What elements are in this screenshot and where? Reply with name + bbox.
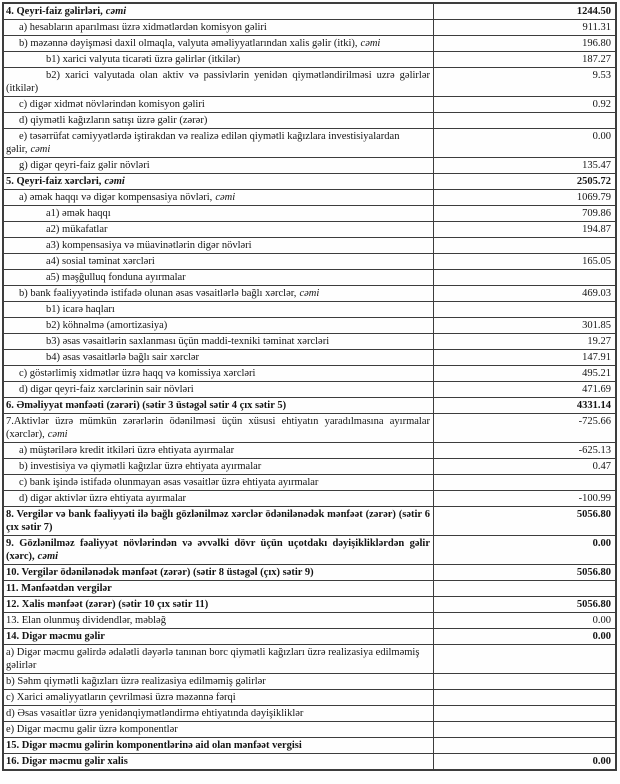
row-value: 471.69 bbox=[434, 382, 617, 398]
row-label bbox=[3, 536, 434, 565]
row-label-text: c) Xarici əməliyyatların çevrilməsi üzrə məzənnə fərqi bbox=[6, 692, 236, 703]
row-label bbox=[3, 565, 434, 581]
row-label-text: e) Digər məcmu gəlir üzrə komponentlər bbox=[6, 724, 178, 735]
table-row bbox=[3, 222, 616, 238]
row-value bbox=[434, 690, 617, 706]
row-label bbox=[3, 722, 434, 738]
row-label-text: a3) kompensasiya və müavinətlərin digər növləri bbox=[46, 240, 252, 251]
table-row bbox=[3, 174, 616, 190]
table-row bbox=[3, 68, 616, 97]
row-label-text: b1) icarə haqları bbox=[46, 304, 115, 315]
row-value: 0.92 bbox=[434, 97, 617, 113]
row-value bbox=[434, 238, 617, 254]
row-label bbox=[3, 97, 434, 113]
table-row bbox=[3, 536, 616, 565]
row-label bbox=[3, 174, 434, 190]
row-label-text: b3) əsas vəsaitlərin saxlanması üçün maddi-texniki təminat xərcləri bbox=[46, 336, 330, 347]
table-row bbox=[3, 158, 616, 174]
row-label-text: 10. Vergilər ödənilənədək mənfəət (zərər) (sətir 8 üstəgəl (çıx) sətir 9) bbox=[6, 567, 314, 578]
row-label bbox=[3, 706, 434, 722]
row-value: 2505.72 bbox=[434, 174, 617, 190]
row-label-text: 5. Qeyri-faiz xərcləri, bbox=[6, 176, 102, 187]
row-label-text: a) hesabların aparılması üzrə xidmətlərdən komisyon gəliri bbox=[19, 22, 267, 33]
row-value: 495.21 bbox=[434, 366, 617, 382]
row-label-suffix: cəmi bbox=[30, 144, 51, 155]
row-label bbox=[3, 68, 434, 97]
row-label-suffix: cəmi bbox=[104, 176, 125, 187]
table-row bbox=[3, 754, 616, 771]
table-row bbox=[3, 190, 616, 206]
table-row bbox=[3, 674, 616, 690]
row-value: -625.13 bbox=[434, 443, 617, 459]
row-label bbox=[3, 206, 434, 222]
row-label bbox=[3, 690, 434, 706]
row-label-suffix: cəmi bbox=[105, 6, 127, 17]
row-label bbox=[3, 254, 434, 270]
row-label bbox=[3, 443, 434, 459]
row-label-text: d) digər aktivlər üzrə ehtiyata ayırmalar bbox=[19, 493, 187, 504]
table-row bbox=[3, 382, 616, 398]
row-value: 0.00 bbox=[434, 536, 617, 565]
row-label-suffix: cəmi bbox=[37, 551, 59, 562]
table-row bbox=[3, 738, 616, 754]
row-label bbox=[3, 318, 434, 334]
table-row bbox=[3, 414, 616, 443]
table-row bbox=[3, 565, 616, 581]
row-value bbox=[434, 270, 617, 286]
row-value: 709.86 bbox=[434, 206, 617, 222]
row-label-text: 15. Digər məcmu gəlirin komponentlərinə aid olan mənfəət vergisi bbox=[6, 740, 302, 751]
row-label-text: a4) sosial təminat xərcləri bbox=[46, 256, 155, 267]
row-label bbox=[3, 475, 434, 491]
row-label bbox=[3, 270, 434, 286]
row-label bbox=[3, 3, 434, 20]
table-row bbox=[3, 302, 616, 318]
row-label-text: 14. Digər məcmu gəlir bbox=[6, 631, 105, 642]
row-label-text: 16. Digər məcmu gəlir xalis bbox=[6, 756, 128, 767]
row-value: 301.85 bbox=[434, 318, 617, 334]
table-row bbox=[3, 581, 616, 597]
row-label-suffix: cəmi bbox=[360, 38, 381, 49]
row-label-suffix: cəmi bbox=[299, 288, 320, 299]
row-label-suffix: cəmi bbox=[47, 429, 68, 440]
table-row bbox=[3, 350, 616, 366]
row-label-text: e) təsərrüfat cəmiyyətlərdə iştirakdan və realizə edilən qiymətli kağızlara investisiyalardan gəlir, bbox=[6, 131, 400, 155]
row-value: 187.27 bbox=[434, 52, 617, 68]
row-label-text: g) digər qeyri-faiz gəlir növləri bbox=[19, 160, 150, 171]
table-row bbox=[3, 20, 616, 36]
row-value: 469.03 bbox=[434, 286, 617, 302]
row-label-text: b) Səhm qiymətli kağızları üzrə realizasiya edilməmiş gəlirlər bbox=[6, 676, 266, 687]
table-row bbox=[3, 270, 616, 286]
table-row bbox=[3, 722, 616, 738]
row-value: 196.80 bbox=[434, 36, 617, 52]
row-value: 5056.80 bbox=[434, 507, 617, 536]
row-label bbox=[3, 52, 434, 68]
row-value: 194.87 bbox=[434, 222, 617, 238]
row-label-text: b2) köhnəlmə (amortizasiya) bbox=[46, 320, 168, 331]
row-label-suffix: cəmi bbox=[215, 192, 236, 203]
table-row bbox=[3, 366, 616, 382]
row-label bbox=[3, 190, 434, 206]
row-value bbox=[434, 722, 617, 738]
row-value: 0.00 bbox=[434, 129, 617, 158]
row-value bbox=[434, 706, 617, 722]
row-label bbox=[3, 613, 434, 629]
row-label bbox=[3, 507, 434, 536]
row-label-text: b) məzənnə dəyişməsi daxil olmaqla, valyuta əməliyyatlarından xalis gəlir (itki), bbox=[19, 38, 358, 49]
row-label-text: c) bank işində istifadə olunmayan əsas vəsaitlər üzrə ehtiyata ayırmalar bbox=[19, 477, 319, 488]
row-label-text: 4. Qeyri-faiz gəlirləri, bbox=[6, 6, 103, 17]
table-row bbox=[3, 36, 616, 52]
row-label bbox=[3, 302, 434, 318]
row-label-text: 13. Elan olunmuş dividendlər, məbləğ bbox=[6, 615, 166, 626]
row-value: 147.91 bbox=[434, 350, 617, 366]
row-value: 9.53 bbox=[434, 68, 617, 97]
row-value: 911.31 bbox=[434, 20, 617, 36]
row-label bbox=[3, 334, 434, 350]
table-row bbox=[3, 597, 616, 613]
row-label-text: d) qiymətli kağızların satışı üzrə gəlir (zərər) bbox=[19, 115, 208, 126]
table-row bbox=[3, 129, 616, 158]
table-row bbox=[3, 52, 616, 68]
row-label-text: 9. Gözlənilməz fəaliyyət növlərindən və əvvəlki dövr üçün uçotdakı dəyişikliklərdən gəlir (xərc), bbox=[6, 538, 430, 562]
row-value: -100.99 bbox=[434, 491, 617, 507]
table-row bbox=[3, 507, 616, 536]
table-row bbox=[3, 3, 616, 20]
table-row bbox=[3, 238, 616, 254]
row-value bbox=[434, 581, 617, 597]
table-row bbox=[3, 491, 616, 507]
row-label-text: a) Digər məcmu gəlirdə ədalətli dəyərlə tanınan borc qiymətli kağızları üzrə realizasiya edilməmiş gəlirlər bbox=[6, 647, 420, 671]
row-value: 0.00 bbox=[434, 754, 617, 771]
row-label-text: b1) xarici valyuta ticarəti üzrə gəlirlər (itkilər) bbox=[46, 54, 241, 65]
row-value: -725.66 bbox=[434, 414, 617, 443]
row-label bbox=[3, 581, 434, 597]
row-value bbox=[434, 113, 617, 129]
row-label bbox=[3, 113, 434, 129]
row-value bbox=[434, 475, 617, 491]
row-label-text: 8. Vergilər və bank fəaliyyəti ilə bağlı gözlənilməz xərclər ödənilənədək mənfəət (zərər) (sətir 6 çıx sətir 7) bbox=[6, 509, 430, 533]
table-row bbox=[3, 286, 616, 302]
row-label-text: c) digər xidmət növlərindən komisyon gəliri bbox=[19, 99, 205, 110]
row-label bbox=[3, 286, 434, 302]
row-value: 19.27 bbox=[434, 334, 617, 350]
row-label bbox=[3, 382, 434, 398]
financial-statement-table bbox=[2, 2, 617, 771]
row-label bbox=[3, 597, 434, 613]
row-value: 135.47 bbox=[434, 158, 617, 174]
table-row bbox=[3, 113, 616, 129]
row-label bbox=[3, 36, 434, 52]
row-label-text: a) müştərilərə kredit itkiləri üzrə ehtiyata ayırmalar bbox=[19, 445, 235, 456]
row-label-text: a2) mükafatlar bbox=[46, 224, 108, 235]
row-label bbox=[3, 398, 434, 414]
row-label bbox=[3, 158, 434, 174]
row-label bbox=[3, 238, 434, 254]
table-row bbox=[3, 690, 616, 706]
row-label-text: b) bank fəaliyyətində istifadə olunan əsas vəsaitlərlə bağlı xərclər, bbox=[19, 288, 297, 299]
row-value: 1069.79 bbox=[434, 190, 617, 206]
row-label bbox=[3, 629, 434, 645]
row-label-text: c) göstərlimiş xidmətlər üzrə haqq və komissiya xərcləri bbox=[19, 368, 256, 379]
row-label-text: 12. Xalis mənfəət (zərər) (sətir 10 çıx sətir 11) bbox=[6, 599, 209, 610]
row-label bbox=[3, 414, 434, 443]
table-row bbox=[3, 459, 616, 475]
row-value bbox=[434, 302, 617, 318]
row-label-text: a) əmək haqqı və digər kompensasiya növləri, bbox=[19, 192, 213, 203]
row-label-text: a5) məşğulluq fonduna ayırmalar bbox=[46, 272, 186, 283]
row-label-text: a1) əmək haqqı bbox=[46, 208, 111, 219]
table-row bbox=[3, 475, 616, 491]
row-label bbox=[3, 491, 434, 507]
table-row bbox=[3, 645, 616, 674]
row-value: 0.00 bbox=[434, 613, 617, 629]
row-label bbox=[3, 222, 434, 238]
row-value bbox=[434, 674, 617, 690]
row-label-text: b2) xarici valyutada olan aktiv və passivlərin yenidən qiymətləndirilməsi uzrə gəlirlər (itkilər) bbox=[6, 70, 430, 94]
row-label-text: b4) əsas vəsaitlərlə bağlı sair xərclər bbox=[46, 352, 200, 363]
row-label bbox=[3, 20, 434, 36]
row-value: 5056.80 bbox=[434, 597, 617, 613]
row-label-text: 11. Mənfəətdən vergilər bbox=[6, 583, 112, 594]
row-value: 1244.50 bbox=[434, 3, 617, 20]
table-row bbox=[3, 318, 616, 334]
table-row bbox=[3, 443, 616, 459]
row-label bbox=[3, 366, 434, 382]
table-row bbox=[3, 254, 616, 270]
row-label-text: b) investisiya və qiymətli kağızlar üzrə ehtiyata ayırmalar bbox=[19, 461, 262, 472]
table-row bbox=[3, 206, 616, 222]
table-row bbox=[3, 706, 616, 722]
row-value: 4331.14 bbox=[434, 398, 617, 414]
table-row bbox=[3, 97, 616, 113]
table-row bbox=[3, 629, 616, 645]
row-label bbox=[3, 738, 434, 754]
row-label bbox=[3, 129, 434, 158]
row-value: 0.00 bbox=[434, 629, 617, 645]
row-label-text: 6. Əməliyyat mənfəəti (zərəri) (sətir 3 üstəgəl sətir 4 çıx sətir 5) bbox=[6, 400, 287, 411]
row-label bbox=[3, 754, 434, 771]
row-value: 5056.80 bbox=[434, 565, 617, 581]
row-label-text: 7.Aktivlər üzrə mümkün zərərlərin ödənilməsi üçün xüsusi ehtiyatın yaradılmasına ayırmalar (xərclər), bbox=[6, 416, 430, 440]
row-value bbox=[434, 645, 617, 674]
row-label-text: d) Əsas vəsaitlər üzrə yenidənqiymətləndirmə ehtiyatında dəyişikliklər bbox=[6, 708, 304, 719]
table-body bbox=[3, 3, 616, 770]
row-label-text: d) digər qeyri-faiz xərclərinin sair növləri bbox=[19, 384, 194, 395]
row-label bbox=[3, 645, 434, 674]
row-value bbox=[434, 738, 617, 754]
table-row bbox=[3, 613, 616, 629]
row-label bbox=[3, 459, 434, 475]
table-row bbox=[3, 334, 616, 350]
table-row bbox=[3, 398, 616, 414]
row-label bbox=[3, 674, 434, 690]
row-value: 0.47 bbox=[434, 459, 617, 475]
row-label bbox=[3, 350, 434, 366]
row-value: 165.05 bbox=[434, 254, 617, 270]
